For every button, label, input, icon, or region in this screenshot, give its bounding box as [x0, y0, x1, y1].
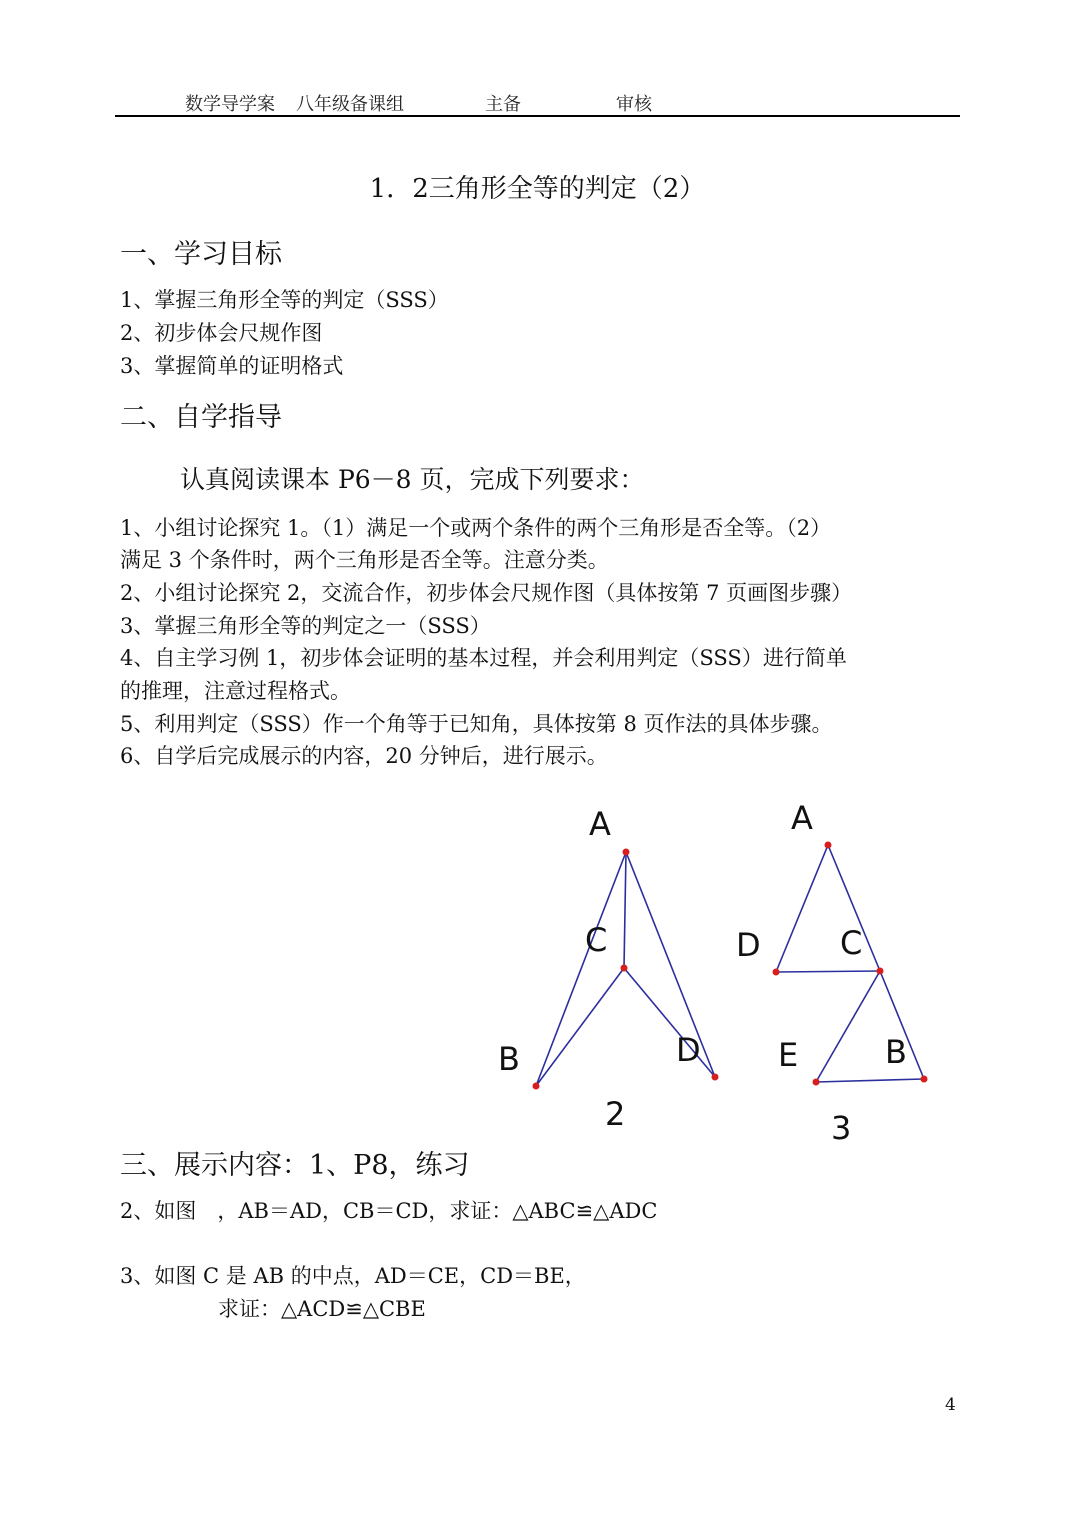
- label-C: C: [585, 921, 608, 959]
- point-B: [533, 1083, 540, 1090]
- point-B: [921, 1076, 928, 1083]
- figure-2: [498, 805, 719, 1133]
- segment-CD: [624, 968, 715, 1077]
- segment-AD: [626, 852, 715, 1077]
- guide-line: 4、自主学习例 1，初步体会证明的基本过程，并会利用判定（SSS）进行简单: [120, 646, 847, 670]
- section2-heading: 二、自学指导: [120, 402, 282, 433]
- segment-AC: [624, 852, 626, 968]
- figure-number: 2: [605, 1095, 626, 1133]
- label-A: A: [589, 805, 611, 843]
- question-2: 2、如图 ，AB＝AD，CB＝CD，求证：△ABC≌△ADC: [120, 1199, 658, 1223]
- figure-3: [736, 799, 928, 1147]
- header-reviewer-label: 审核: [616, 94, 652, 115]
- label-B: B: [885, 1033, 907, 1071]
- label-B: B: [498, 1040, 520, 1078]
- point-D: [773, 969, 780, 976]
- point-A: [623, 849, 630, 856]
- segment-DC: [776, 971, 880, 972]
- segment-CB: [536, 968, 624, 1086]
- segment-AB: [536, 852, 626, 1086]
- label-E: E: [778, 1036, 799, 1074]
- section2-intro: 认真阅读课本 P6－8 页，完成下列要求：: [180, 465, 645, 494]
- guide-line: 2、小组讨论探究 2，交流合作，初步体会尺规作图（具体按第 7 页画图步骤）: [120, 581, 853, 605]
- label-D: D: [736, 926, 761, 964]
- header-group: 八年级备课组: [296, 94, 404, 115]
- point-C: [621, 965, 628, 972]
- point-E: [813, 1079, 820, 1086]
- question-3-prove: 求证：△ACD≌△CBE: [218, 1297, 426, 1321]
- guide-line: 满足 3 个条件时，两个三角形是否全等。注意分类。: [120, 548, 609, 572]
- section3-heading: 三、展示内容：1、P8，练习: [120, 1150, 470, 1181]
- guide-line: 的推理，注意过程格式。: [120, 679, 351, 703]
- point-D: [712, 1074, 719, 1081]
- page-title: 1．2三角形全等的判定（2）: [369, 174, 706, 204]
- section1-heading: 一、学习目标: [120, 239, 282, 270]
- label-A: A: [791, 799, 813, 837]
- page-number: 4: [945, 1395, 956, 1415]
- question-3: 3、如图 C 是 AB 的中点，AD＝CE，CD＝BE，: [120, 1264, 586, 1288]
- segment-CE: [816, 971, 880, 1082]
- header-course: 数学导学案: [185, 94, 275, 115]
- point-C: [877, 968, 884, 975]
- goal-item: 3、掌握简单的证明格式: [120, 354, 344, 378]
- header-preparer-label: 主备: [485, 94, 521, 115]
- segment-EB: [816, 1079, 924, 1082]
- guide-line: 3、掌握三角形全等的判定之一（SSS）: [120, 614, 491, 638]
- goal-item: 1、掌握三角形全等的判定（SSS）: [120, 288, 449, 312]
- label-D: D: [676, 1031, 701, 1069]
- guide-line: 6、自学后完成展示的内容，20 分钟后，进行展示。: [120, 744, 608, 768]
- label-C: C: [840, 924, 863, 962]
- goal-item: 2、初步体会尺规作图: [120, 321, 323, 345]
- guide-line: 1、小组讨论探究 1。（1）满足一个或两个条件的两个三角形是否全等。（2）: [120, 516, 832, 540]
- point-A: [825, 842, 832, 849]
- figure-number: 3: [831, 1109, 852, 1147]
- guide-line: 5、利用判定（SSS）作一个角等于已知角，具体按第 8 页作法的具体步骤。: [120, 712, 833, 736]
- segment-AD: [776, 845, 828, 972]
